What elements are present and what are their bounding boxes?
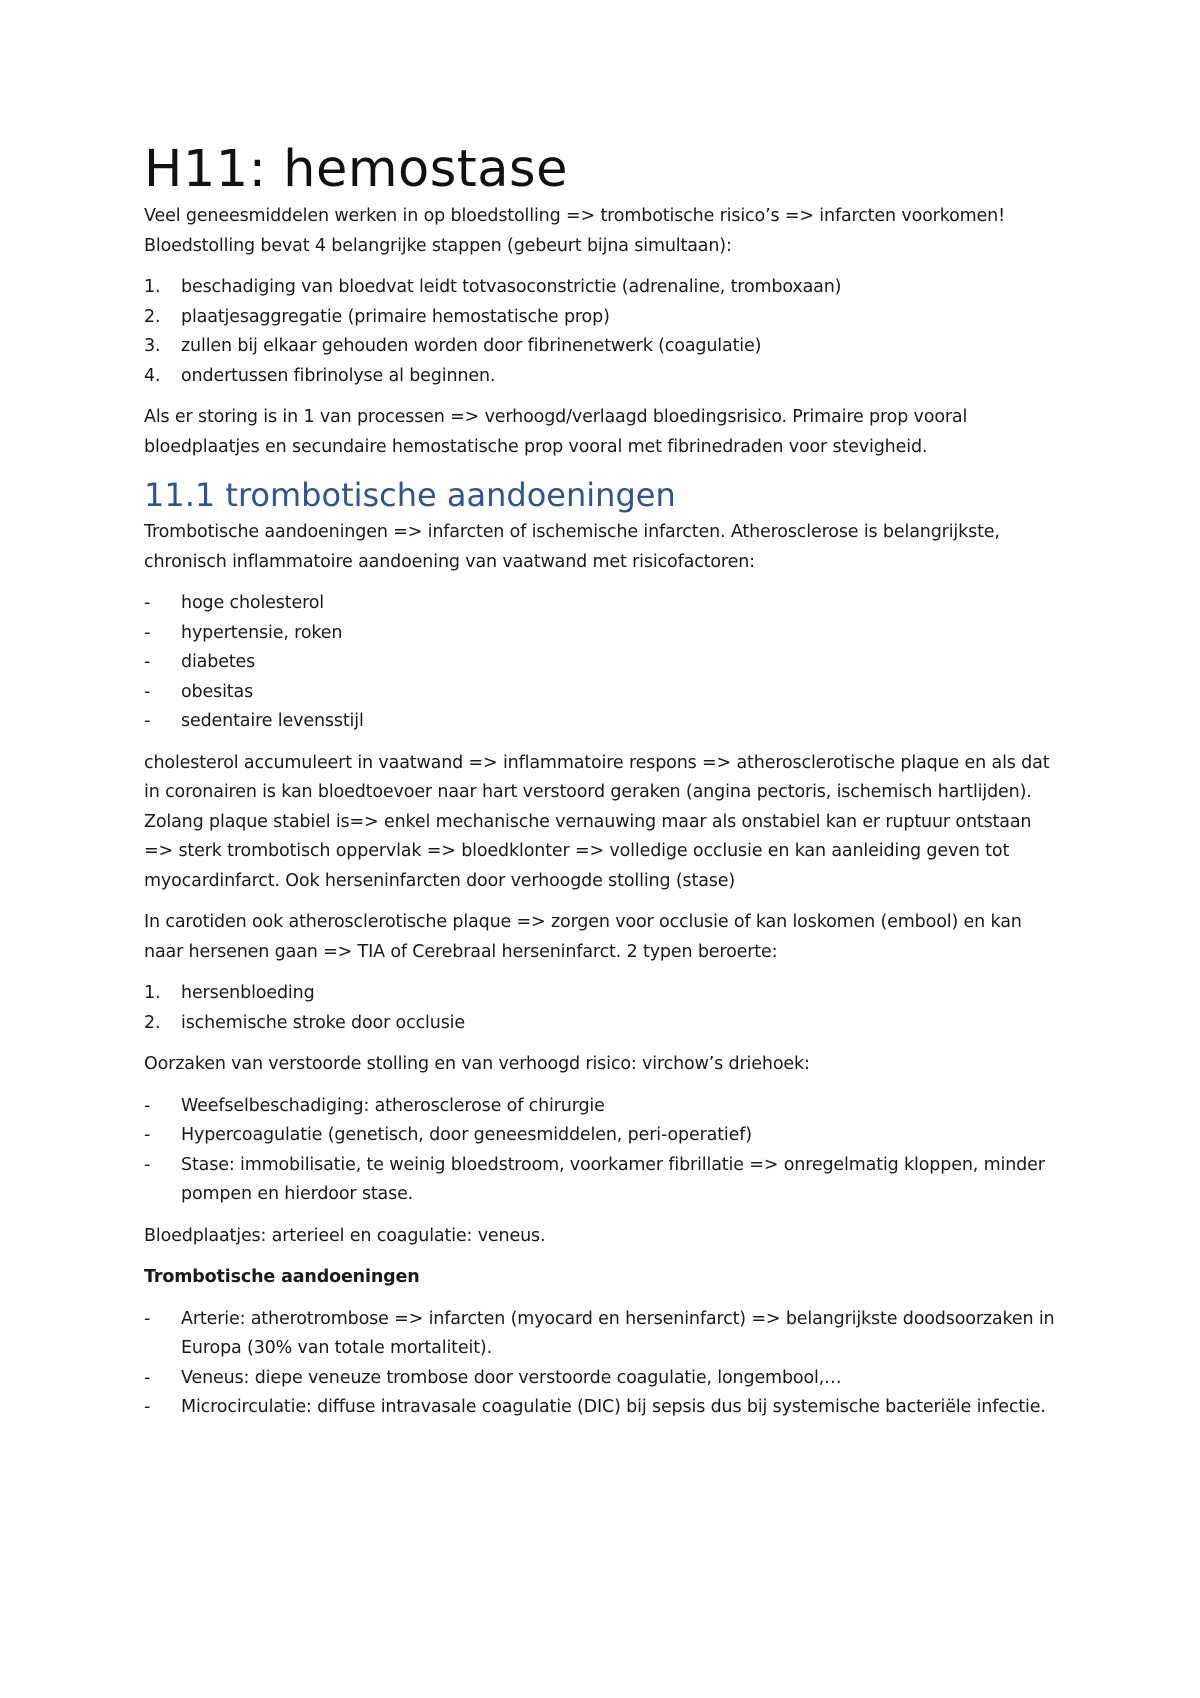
storing-paragraph: Als er storing is in 1 van processen => verhoogd/verlaagd bloedingsrisico. Primaire prop vooral bloedplaatjes en secundaire hemostatische prop vooral met fibrinedraden voor stevigheid. [144,407,968,457]
trombotisch-paragraph: Trombotische aandoeningen => infarcten of ischemische infarcten. Atherosclerose is belangrijkste, chronisch inflammatoire aandoening van vaatwand met risicofactoren: [144,522,1000,572]
document-page [144,140,1064,1435]
section-heading: 11.1 trombotische aandoeningen [144,476,676,514]
list-marker: 2. [144,1012,161,1033]
list-marker: - [144,1154,151,1175]
list-item-text: Microcirculatie: diffuse intravasale coagulatie (DIC) bij sepsis dus bij systemische bacteriële infectie. [181,1397,1046,1417]
list-item-text: Veneus: diepe veneuze trombose door verstoorde coagulatie, longembool,… [181,1367,842,1388]
list-marker: 1. [144,277,161,297]
list-item-text: ischemische stroke door occlusie [181,1012,465,1033]
list-item [144,1121,1064,1151]
list-marker: - [144,1308,151,1329]
list-item [144,1305,1064,1364]
list-marker: 1. [144,983,161,1003]
list-marker: 2. [144,306,161,327]
list-item-text: hersenbloeding [181,983,315,1003]
list-item-text: plaatjesaggregatie (primaire hemostatische prop) [181,306,610,327]
list-item [144,303,1064,333]
list-item-text: hoge cholesterol [181,593,325,613]
virchow-list [144,1092,1064,1210]
list-marker: - [144,593,151,613]
list-marker: - [144,1125,151,1145]
list-item-text: Stase: immobilisatie, te weinig bloedstroom, voorkamer fibrillatie => onregelmatig kloppen, minder pompen en hierdoor stase. [181,1154,1045,1204]
list-item [144,1393,1064,1423]
bloedplaatjes-paragraph: Bloedplaatjes: arterieel en coagulatie: veneus. [144,1225,546,1246]
risk-factors-list [144,589,1064,737]
carotiden-paragraph: In carotiden ook atherosclerotische plaque => zorgen voor occlusie of kan loskomen (embool) en kan naar hersenen gaan => TIA of Cerebraal herseninfarct. 2 typen beroerte: [144,912,1022,962]
list-item [144,979,1064,1009]
list-item-text: diabetes [181,652,256,672]
page-title: H11: hemostase [144,140,568,199]
steps-list [144,273,1064,391]
intro-line-1: Veel geneesmiddelen werken in op bloedstolling => trombotische risico’s => infarcten voorkomen! [144,206,1005,226]
list-item [144,707,1064,737]
list-marker: 3. [144,336,161,356]
list-item [144,648,1064,678]
list-marker: - [144,681,151,702]
intro-paragraph [144,202,1064,261]
list-item-text: obesitas [181,681,254,702]
intro-line-2: Bloedstolling bevat 4 belangrijke stappen (gebeurt bijna simultaan): [144,235,732,256]
list-item [144,1151,1064,1210]
list-marker: - [144,652,151,672]
list-marker: 4. [144,365,161,386]
list-item [144,332,1064,362]
list-item-text: ondertussen fibrinolyse al beginnen. [181,365,496,386]
list-item-text: hypertensie, roken [181,622,343,643]
list-marker: - [144,1397,151,1417]
list-marker: - [144,622,151,643]
list-marker: - [144,1367,151,1388]
subheading: Trombotische aandoeningen [144,1267,420,1287]
trombotische-list [144,1305,1064,1423]
list-item-text: beschadiging van bloedvat leidt totvasoconstrictie (adrenaline, tromboxaan) [181,277,842,297]
list-item [144,678,1064,708]
list-item-text: zullen bij elkaar gehouden worden door fibrinenetwerk (coagulatie) [181,336,762,356]
list-item [144,273,1064,303]
list-item [144,1009,1064,1039]
list-item-text: Weefselbeschadiging: atherosclerose of chirurgie [181,1095,605,1116]
list-item [144,589,1064,619]
list-item-text: Arterie: atherotrombose => infarcten (myocard en herseninfarct) => belangrijkste doodsoorzaken in Europa (30% van totale mortaliteit). [181,1308,1055,1358]
list-item-text: sedentaire levensstijl [181,711,364,731]
list-item [144,362,1064,392]
list-marker: - [144,711,151,731]
oorzaken-paragraph: Oorzaken van verstoorde stolling en van verhoogd risico: virchow’s driehoek: [144,1054,810,1074]
stroke-types-list [144,979,1064,1038]
list-item-text: Hypercoagulatie (genetisch, door geneesmiddelen, peri-operatief) [181,1125,752,1145]
list-item [144,619,1064,649]
list-item [144,1092,1064,1122]
list-marker: - [144,1095,151,1116]
cholesterol-paragraph: cholesterol accumuleert in vaatwand => inflammatoire respons => atherosclerotische plaque en als dat in coronairen is kan bloedtoevoer naar hart verstoord geraken (angina pectoris, ischemisch hartlijden). Zolang plaque stabiel is=> enkel mechanische vernauwing maar als onstabiel kan er ruptuur ontstaan => sterk trombotisch oppervlak => bloedklonter => volledige occlusie en kan aanleiding geven tot myocardinfarct. Ook herseninfarcten door verhoogde stolling (stase) [144,752,1050,891]
list-item [144,1364,1064,1394]
